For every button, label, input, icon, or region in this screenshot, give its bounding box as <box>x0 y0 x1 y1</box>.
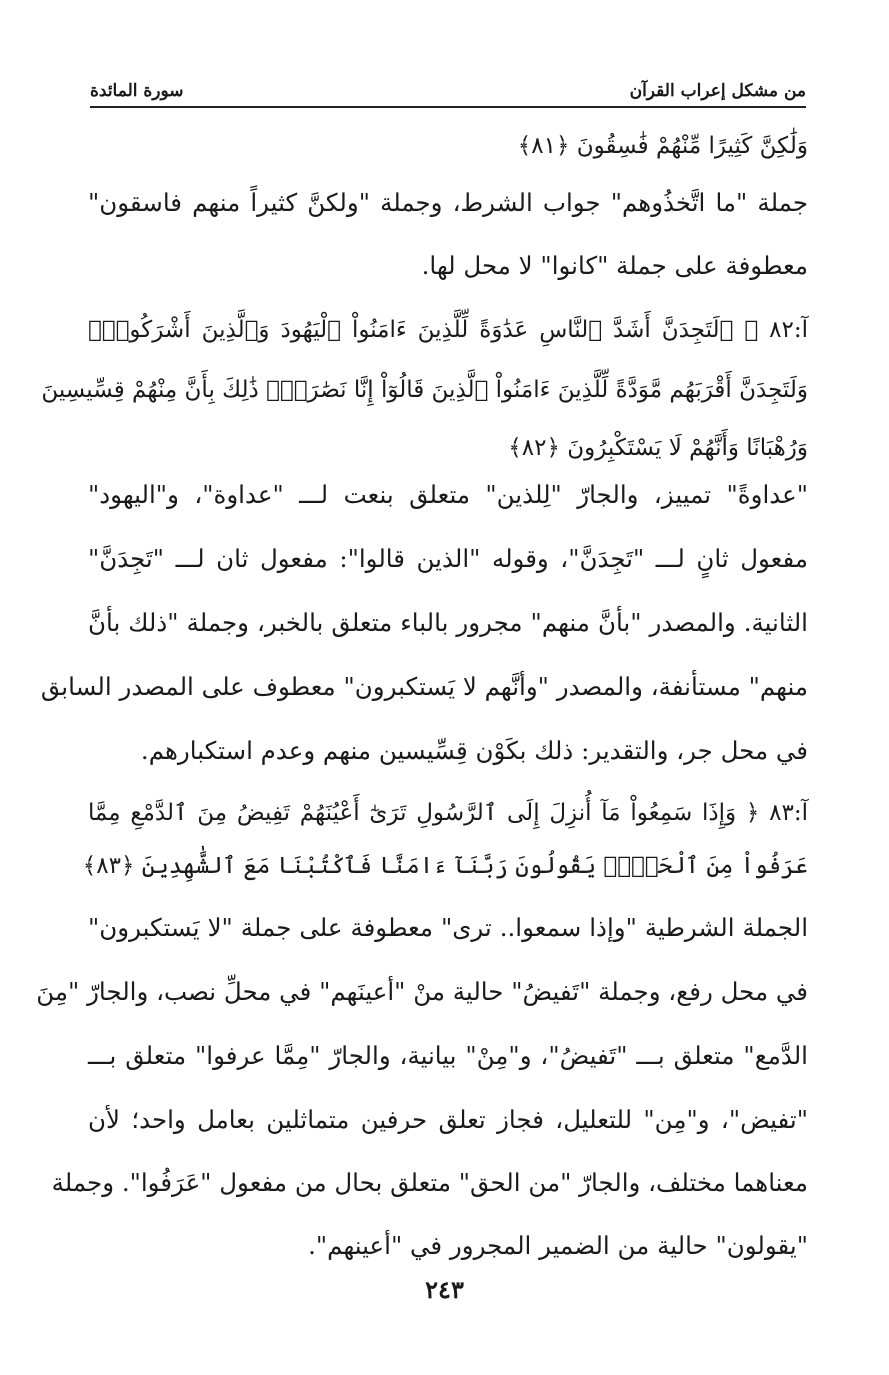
paragraph-line: منهم" مستأنفة، والمصدر "وأنَّهم لا يَستكبرون" معطوف على المصدر السابق <box>40 672 808 701</box>
running-header <box>90 78 806 104</box>
quran-verse-line: وَلَٰكِنَّ كَثِيرًا مِّنْهُمْ فَٰسِقُونَ ﴿٨١﴾ <box>517 133 808 159</box>
surah-title: سورة المائدة <box>90 81 184 101</box>
book-title: من مشكل إعراب القرآن <box>629 81 806 101</box>
quran-verse-line: وَلَتَجِدَنَّ أَقْرَبَهُم مَّوَدَّةً لِّلَّذِينَ ءَامَنُواْ ٱلَّذِينَ قَالُوٓاْ إِنَّا نَصَٰرَىٰۚ ذَٰلِكَ بِأَنَّ مِنْهُمْ قِسِّيسِينَ <box>41 377 808 403</box>
paragraph-line: الثانية. والمصدر "بأنَّ منهم" مجرور بالباء متعلق بالخبر، وجملة "ذلك بأنَّ <box>88 608 808 637</box>
paragraph-line: الجملة الشرطية "وإذا سمعوا.. ترى" معطوفة على جملة "لا يَستكبرون" <box>88 913 808 942</box>
paragraph-line: "عداوةً" تمييز، والجارّ "لِلذين" متعلق بنعت لـــ "عداوة"، و"اليهود" <box>88 480 808 509</box>
paragraph-line: جملة "ما اتَّخذُوهم" جواب الشرط، وجملة "ولكنَّ كثيراً منهم فاسقون" <box>88 188 808 217</box>
page-number: ٢٤٣ <box>425 1275 464 1304</box>
paragraph-line: في محل رفع، وجملة "تَفيضُ" حالية منْ "أعينَهم" في محلِّ نصب، والجارّ "مِنَ <box>36 977 808 1006</box>
quran-verse-line: آ:٨٣ ﴿ وَإِذَا سَمِعُواْ مَآ أُنزِلَ إِلَى ٱلرَّسُولِ تَرَىٰٓ أَعْيُنَهُمْ تَفِيضُ مِنَ ٱلدَّمْعِ مِمَّا <box>88 800 808 826</box>
header-divider <box>90 106 806 108</box>
paragraph-line: مفعول ثانٍ لـــ "تَجِدَنَّ"، وقوله "الذين قالوا": مفعول ثان لـــ "تَجِدَنَّ" <box>88 544 808 573</box>
paragraph-line: في محل جر، والتقدير: ذلك بكَوْن قِسِّيسين منهم وعدم استكبارهم. <box>140 736 808 765</box>
paragraph-line: الدَّمع" متعلق بـــ "تَفيضُ"، و"مِنْ" بيانية، والجارّ "مِمَّا عرفوا" متعلق بـــ <box>88 1041 808 1070</box>
paragraph-line: "تفيض"، و"مِن" للتعليل، فجاز تعلق حرفين متماثلين بعامل واحد؛ لأن <box>88 1105 808 1134</box>
quran-verse-line: وَرُهْبَانًا وَأَنَّهُمْ لَا يَسْتَكْبِرُونَ ﴿٨٢﴾ <box>508 435 808 461</box>
paragraph-line: "يقولون" حالية من الضمير المجرور في "أعينهم". <box>308 1231 808 1260</box>
paragraph-line: معطوفة على جملة "كانوا" لا محل لها. <box>421 251 808 280</box>
quran-verse-line: عَرَفُواْ مِنَ ٱلْحَقِّۖ يَقُولُونَ رَبَّنَآ ءَامَنَّا فَٱكْتُبْنَا مَعَ ٱلشَّٰهِدِينَ ﴿٨٣﴾ <box>82 853 808 879</box>
quran-verse-line: آ:٨٢ ﴿ ۞لَتَجِدَنَّ أَشَدَّ ٱلنَّاسِ عَدَٰوَةً لِّلَّذِينَ ءَامَنُواْ ٱلْيَهُودَ وَٱلَّذِينَ أَشْرَكُواْۖ <box>88 317 808 343</box>
paragraph-line: معناهما مختلف، والجارّ "من الحق" متعلق بحال من مفعول "عَرَفُوا". وجملة <box>51 1168 808 1197</box>
